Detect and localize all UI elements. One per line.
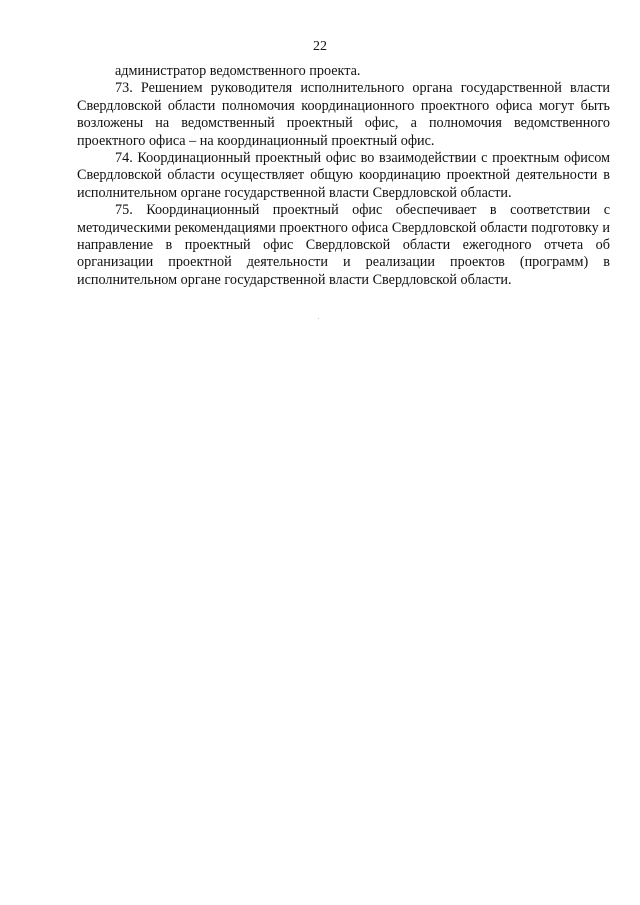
document-body — [77, 63, 610, 289]
page-number: 22 — [313, 39, 327, 54]
paragraph-continuation: администратор ведомственного проекта. — [115, 63, 361, 79]
paragraph-74: 74. Координационный проектный офис во взаимодействии с проектным офисом Свердловской области осуществляет общую координацию проектной деятельности в исполнительном органе государственной власти Свердловской области. — [77, 150, 610, 201]
paragraph-73: 73. Решением руководителя исполнительного органа государственной власти Свердловской области полномочия координационного проектного офиса могут быть возложены на ведомственный проектный офис, а полномочия ведомственного проектного офиса – на координационный проектный офис. — [77, 80, 610, 149]
scan-speck — [318, 318, 319, 319]
paragraph-75: 75. Координационный проектный офис обеспечивает в соответствии с методическими рекомендациями проектного офиса Свердловской области подготовку и направление в проектный офис Свердловской области ежегодного отчета об организации проектной деятельности и реализации проектов (программ) в исполнительном органе государственной власти Свердловской области. — [77, 202, 610, 288]
